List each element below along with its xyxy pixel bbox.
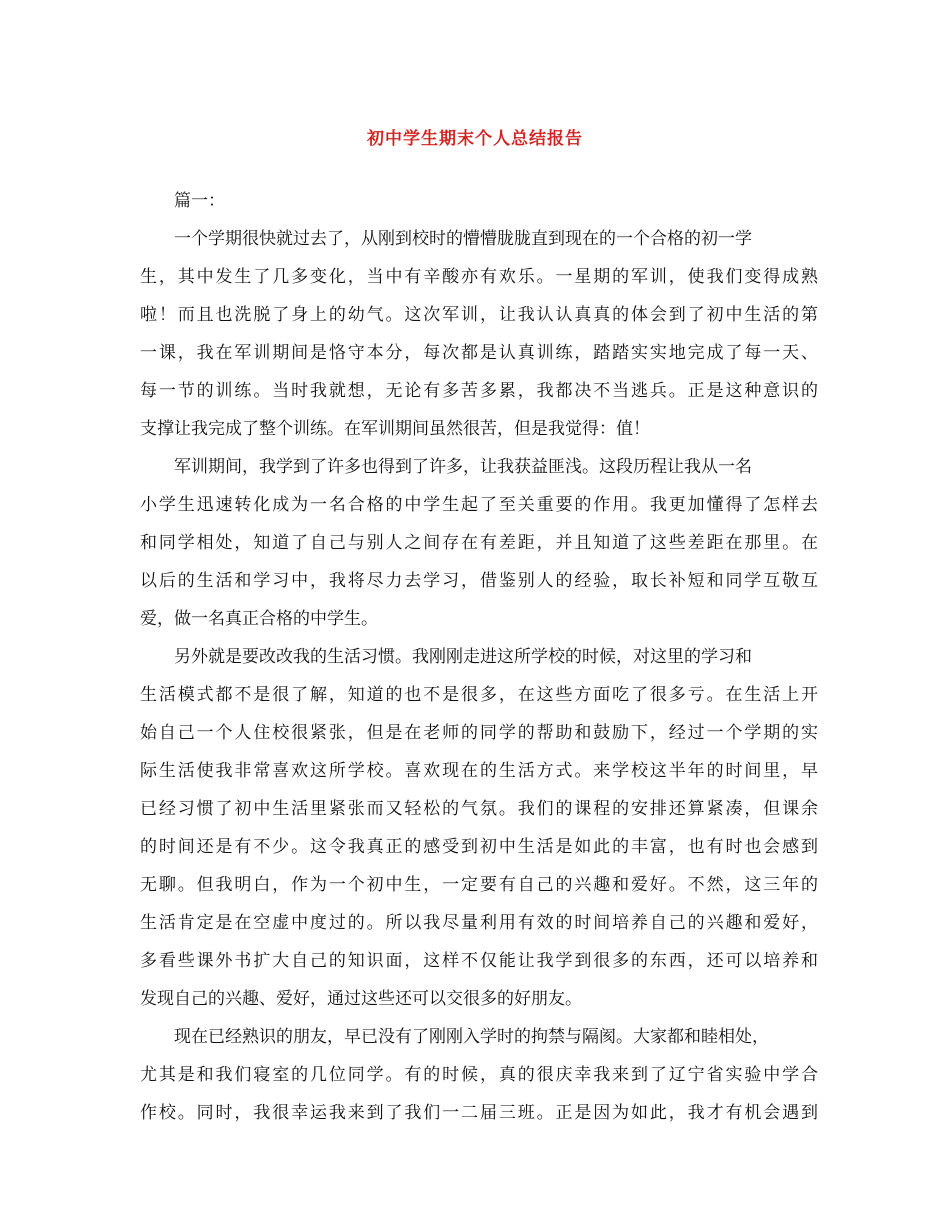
paragraph-line: 际生活使我非常喜欢这所学校。喜欢现在的生活方式。来学校这半年的时间里，早 — [140, 761, 818, 781]
paragraph-line: 无聊。但我明白，作为一个初中生，一定要有自己的兴趣和爱好。不然，这三年的 — [140, 875, 818, 895]
paragraph-line: 和同学相处，知道了自己与别人之间存在有差距，并且知道了这些差距在那里。在 — [140, 533, 818, 553]
paragraph-line: 始自己一个人住校很紧张，但是在老师的同学的帮助和鼓励下，经过一个学期的实 — [140, 723, 818, 743]
paragraph-line: 生活模式都不是很了解，知道的也不是很多，在这些方面吃了很多亏。在生活上开 — [140, 685, 818, 705]
document-title: 初中学生期末个人总结报告 — [367, 129, 583, 149]
paragraph-line: 多看些课外书扩大自己的知识面，这样不仅能让我学到很多的东西，还可以培养和 — [140, 951, 818, 971]
paragraph-line: 的时间还是有不少。这令我真正的感受到初中生活是如此的丰富，也有时也会感到 — [140, 837, 818, 857]
paragraph-line: 支撑让我完成了整个训练。在军训期间虽然很苦，但是我觉得：值！ — [140, 419, 650, 439]
paragraph-line: 一课，我在军训期间是恪守本分，每次都是认真训练，踏踏实实地完成了每一天、 — [140, 343, 818, 363]
paragraph-line: 发现自己的兴趣、爱好，通过这些还可以交很多的好朋友。 — [140, 989, 582, 1009]
paragraph-line: 已经习惯了初中生活里紧张而又轻松的气氛。我们的课程的安排还算紧凑，但课余 — [140, 799, 818, 819]
paragraph-line: 爱，做一名真正合格的中学生。 — [140, 609, 378, 629]
paragraph-line: 现在已经熟识的朋友，早已没有了刚刚入学时的拘禁与隔阂。大家都和睦相处， — [174, 1027, 769, 1047]
paragraph-line: 生活肯定是在空虚中度过的。所以我尽量利用有效的时间培养自己的兴趣和爱好， — [140, 913, 818, 933]
paragraph-line: 一个学期很快就过去了，从刚到校时的懵懵胧胧直到现在的一个合格的初一学 — [174, 229, 752, 249]
paragraph-line: 以后的生活和学习中，我将尽力去学习，借鉴别人的经验，取长补短和同学互敬互 — [140, 571, 818, 591]
paragraph-line: 每一节的训练。当时我就想，无论有多苦多累，我都决不当逃兵。正是这种意识的 — [140, 381, 818, 401]
paragraph-line: 生，其中发生了几多变化，当中有辛酸亦有欢乐。一星期的军训，使我们变得成熟 — [140, 267, 818, 287]
paragraph-line: 啦！而且也洗脱了身上的幼气。这次军训，让我认认真真的体会到了初中生活的第 — [140, 305, 818, 325]
paragraph-line: 小学生迅速转化成为一名合格的中学生起了至关重要的作用。我更加懂得了怎样去 — [140, 495, 818, 515]
paragraph-line: 另外就是要改改我的生活习惯。我刚刚走进这所学校的时候，对这里的学习和 — [174, 647, 752, 667]
paragraph-line: 尤其是和我们寝室的几位同学。有的时候，真的很庆幸我来到了辽宁省实验中学合 — [140, 1065, 818, 1085]
section-label: 篇一： — [174, 191, 225, 211]
paragraph-line: 军训期间，我学到了许多也得到了许多，让我获益匪浅。这段历程让我从一名 — [174, 457, 752, 477]
paragraph-line: 作校。同时，我很幸运我来到了我们一二届三班。正是因为如此，我才有机会遇到 — [140, 1103, 818, 1123]
